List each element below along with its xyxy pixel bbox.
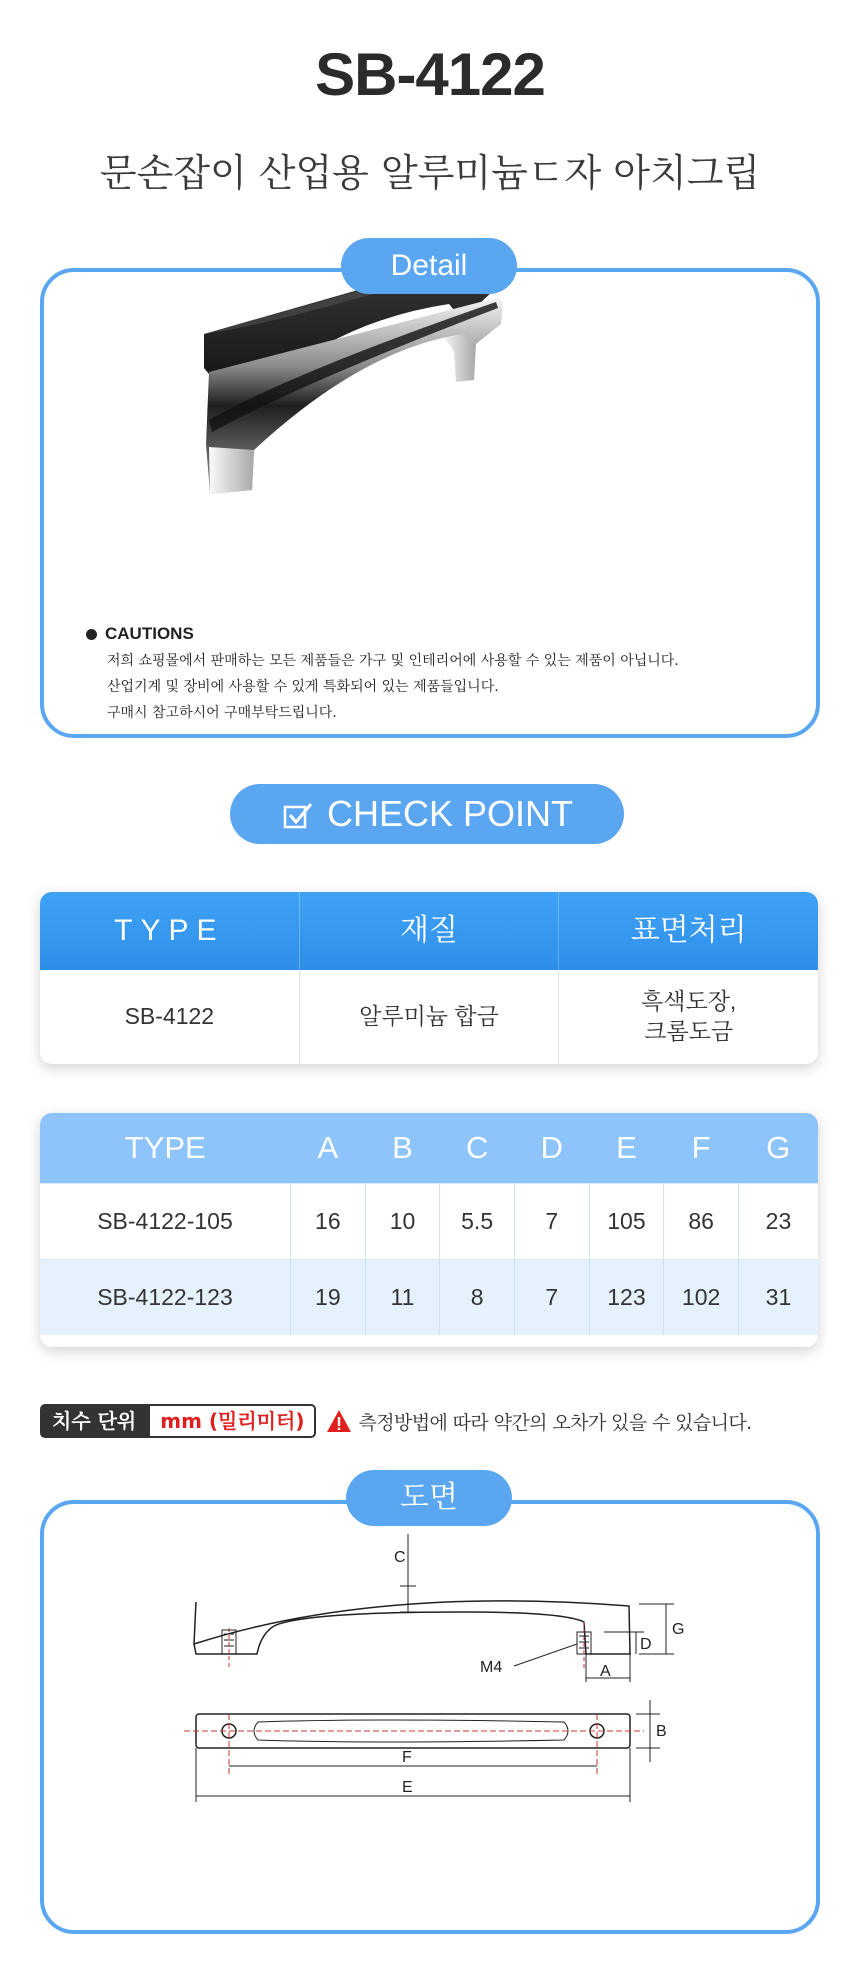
header-f: F [664, 1113, 739, 1183]
cell-f: 86 [664, 1183, 739, 1259]
cell-type: SB-4122 [40, 970, 300, 1064]
caution-line: 산업기계 및 장비에 사용할 수 있게 특화되어 있는 제품들입니다. [107, 679, 499, 695]
page-title: SB-4122 [315, 41, 545, 108]
unit-value: mm (밀리미터) [148, 1404, 316, 1438]
dimension-header-row [40, 1113, 818, 1183]
cell-b: 10 [365, 1183, 440, 1259]
label-f: F [402, 1749, 412, 1766]
cautions-heading [86, 624, 679, 644]
caution-line: 구매시 참고하시어 구매부탁드립니다. [107, 705, 337, 721]
top-centerline [184, 1714, 644, 1774]
unit-warning [326, 1408, 751, 1435]
cell-material: 알루미늄 합금 [300, 970, 560, 1064]
dimension-table [40, 1113, 818, 1347]
check-point-label: CHECK POINT [326, 793, 574, 834]
unit-label: 치수 단위 [40, 1404, 148, 1438]
label-m4: M4 [480, 1659, 503, 1676]
hole-threads [222, 1630, 591, 1654]
cell-c: 8 [440, 1259, 515, 1335]
finish-line: 크롬도금 [644, 1018, 734, 1044]
caution-line: 저희 쇼핑몰에서 판매하는 모든 제품들은 가구 및 인테리어에 사용할 수 있는 제품이 아닙니다. [107, 653, 679, 669]
header-type: TYPE [40, 892, 300, 970]
product-photo [44, 272, 824, 612]
technical-drawing [44, 1504, 824, 1938]
warning-text: 측정방법에 따라 약간의 오차가 있을 수 있습니다. [358, 1411, 752, 1434]
material-table-header [40, 892, 818, 970]
cell-e: 105 [589, 1183, 664, 1259]
finish-line: 흑색도장, [641, 988, 737, 1015]
hole-centerlines [229, 1622, 584, 1669]
header-type: TYPE [40, 1113, 291, 1183]
cell-f: 102 [664, 1259, 739, 1335]
header-b: B [365, 1113, 440, 1183]
label-b: B [656, 1723, 667, 1740]
table-row [40, 970, 818, 1064]
cell-e: 123 [589, 1259, 664, 1335]
label-d: D [640, 1636, 652, 1653]
header-material: 재질 [300, 892, 560, 970]
cell-a: 19 [291, 1259, 366, 1335]
material-table [40, 892, 818, 1064]
header-a: A [291, 1113, 366, 1183]
drawing-badge: 도면 [346, 1470, 512, 1526]
header-finish: 표면처리 [630, 914, 747, 947]
cell-d: 7 [514, 1183, 589, 1259]
label-g: G [672, 1621, 685, 1638]
cell-b: 11 [365, 1259, 440, 1335]
checkbox-icon [281, 799, 315, 833]
cell-g: 31 [738, 1259, 818, 1335]
page-subtitle: 문손잡이 산업용 알루미늄ㄷ자 아치그립 [99, 151, 761, 195]
side-view [194, 1601, 630, 1654]
check-point-badge [230, 784, 624, 844]
label-c: C [394, 1549, 406, 1566]
cell-g: 23 [738, 1183, 818, 1259]
header-d: D [514, 1113, 589, 1183]
table-row [40, 1183, 818, 1259]
cautions-block [86, 624, 679, 722]
side-dimension-lines [400, 1534, 674, 1682]
warning-icon [326, 1409, 352, 1433]
cell-c: 5.5 [440, 1183, 515, 1259]
header-c: C [440, 1113, 515, 1183]
drawing-frame [40, 1500, 820, 1934]
label-a: A [600, 1663, 611, 1680]
cell-finish [559, 970, 818, 1064]
cell-type: SB-4122-105 [40, 1183, 291, 1259]
cautions-title: CAUTIONS [105, 624, 194, 643]
table-row [40, 1259, 818, 1335]
label-e: E [402, 1779, 413, 1796]
cell-d: 7 [514, 1259, 589, 1335]
unit-notice [40, 1404, 752, 1438]
cell-type: SB-4122-123 [40, 1259, 291, 1335]
header-e: E [589, 1113, 664, 1183]
top-dimension-lines [196, 1700, 660, 1802]
cell-a: 16 [291, 1183, 366, 1259]
bullet-icon [86, 629, 97, 640]
header-g: G [738, 1113, 818, 1183]
detail-badge: Detail [341, 238, 517, 294]
